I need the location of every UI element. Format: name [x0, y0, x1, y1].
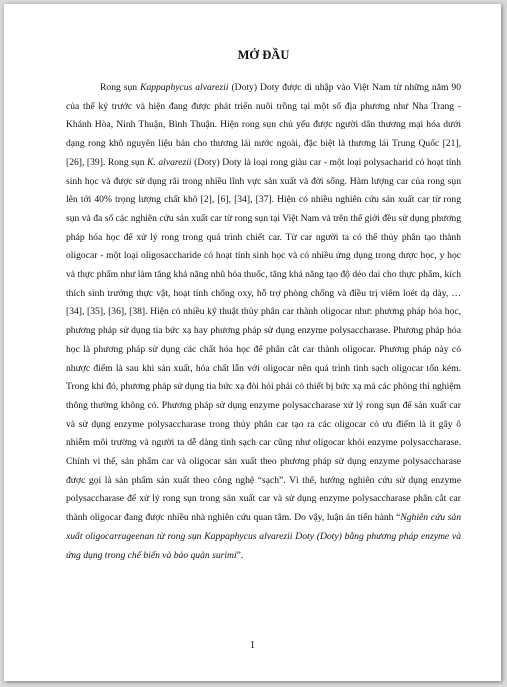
- text-run: Rong sụn: [100, 82, 141, 93]
- italic-run: Kappaphycus alvarezii: [140, 82, 229, 93]
- text-run: (Doty) Doty được di nhập vào Việt Nam từ những năm 90 của thế kỷ trước và hiện đang được phát triển nuôi trồng tại một số địa phương như Nha Trang - Khánh Hòa, Ninh Thuận, Bình Thuận. Hiện rong sụn chủ yếu được người dân thương mại hóa dưới dạng rong khô nguyên liệu bán cho thương lái nước ngoài, đặc biệt là thương lái Trung Quốc [21], [26], [39]. Rong sụn: [66, 82, 461, 168]
- text-run: ”.: [236, 549, 244, 561]
- page-title: MỞ ĐẦU: [237, 48, 290, 62]
- italic-run: K. alvarezii: [147, 156, 192, 168]
- text-run: (Doty) Doty là loại rong giàu car - một loại polysacharid có hoạt tính sinh học và được sử dụng rãi trong nhiều lĩnh vực sản xuất và đời sống. Hàm lượng car của rong sụn lên tới 40% trọng lượng chất khô [2], [6], [34], [37]. Hiện có nhiều nghiên cứu sản xuất car từ rong sụn và đa số các nghiên cứu sản xuất car từ rong sụn tại Việt Nam và trên thế giới đều sử dụng phương pháp hóa học để xử lý rong trong quá trình chiết car. Từ car người ta có thể thủy phân tạo thành oligocar - một loại oligosaccharide có hoạt tính sinh học và có nhiều ứng dụng trong dược học, y học và thực phẩm như làm tăng khả năng nhũ hóa thuốc, tăng khả năng tạo độ dẻo dai cho thực phẩm, kích thích sinh trưởng thực vật, hoạt tính chống oxy, hỗ trợ phòng chống và điều trị viêm loét dạ dày, … [34], [35], [36], [38]. Hiện có nhiều kỹ thuật thủy phân car thành oligocar như: phương pháp hóa học, phương pháp sử dụng tia bức xạ hay phương pháp sử dụng enzyme polysaccharase. Phương pháp hóa học là phương pháp sử dụng các chất hóa học để phân cắt car thành oligocar. Phương pháp này có nhược điểm là sau khi sản xuất, hóa chất lẫn với oligocar nên quá trình tinh sạch oligocar tốn kém. Trong khi đó, phương pháp sử dụng tia bức xạ đòi hỏi phải có thiết bị bức xạ mà các phòng thí nghiệm thông thường không có. Phương pháp sử dụng enzyme polysaccharase xử lý rong sụn để sản xuất car và sử dụng enzyme polysaccharase trong thủy phân car tạo ra các oligocar có ưu điểm là ít gây ô nhiễm môi trường và người ta dễ dàng tinh sạch car cũng như oligocar khỏi enzyme polysaccharase. Chính vì thế, sản phẩm car và oligocar sản xuất theo phương pháp sử dụng enzyme polysaccharase được gọi là sản phẩm sản xuất theo công nghệ “sạch”. Vì thế, hướng nghiên cứu sử dụng enzyme polysaccharase để xử lý rong sụn trong sản xuất car và sử dụng enzyme polysaccharase phân cắt car thành oligocar đang được nhiều nhà nghiên cứu quan tâm. Do vậy, luận án tiến hành “: [66, 156, 461, 524]
- document-page: [4, 4, 501, 681]
- page-number: 1: [249, 640, 256, 651]
- italic-run: Nghiên cứu sản xuất oligocarrageenan từ rong sụn Kappaphycus alvarezii Doty (Doty) bằng phương pháp enzyme và ứng dụng trong chế biến và bảo quản surimi: [66, 512, 461, 561]
- body-paragraph: [66, 79, 461, 565]
